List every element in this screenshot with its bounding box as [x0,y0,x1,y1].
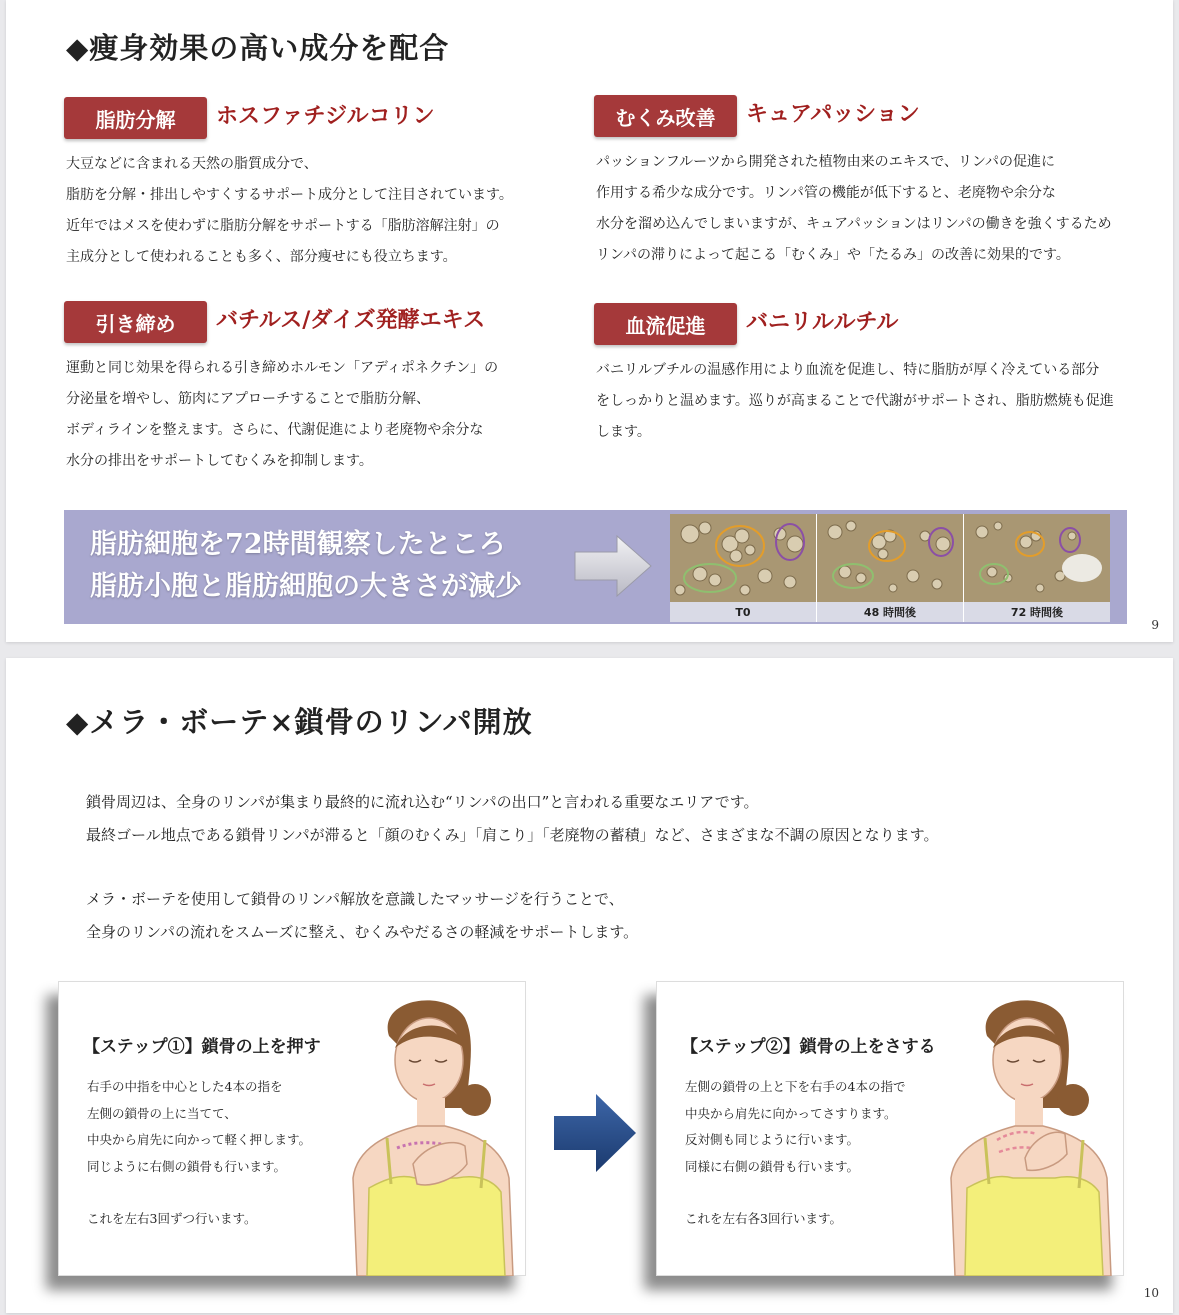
page-10 [6,658,1173,1313]
description-line: をしっかりと温めます。巡りが高まることで代謝がサポートされ、脂肪燃焼も促進 [596,393,1114,409]
instruction-line: 右手の中指を中心とした4本の指を [87,1079,283,1094]
fat-cell-microscope-image [817,514,963,602]
instruction-line: これを左右各3回行います。 [685,1211,842,1226]
ingredient-badge: むくみ改善 [594,95,737,137]
description-line: リンパの滞りによって起こる「むくみ」や「たるみ」の改善に効果的です。 [596,247,1070,263]
page-9 [6,0,1173,642]
description-line: バニリルブチルの温感作用により血流を促進し、特に脂肪が厚く冷えている部分 [596,362,1100,378]
step-card-2 [656,981,1124,1276]
description-line: します。 [596,424,651,440]
description-line: 脂肪を分解・排出しやすくするサポート成分として注目されています。 [66,187,513,203]
ingredient-description [66,149,586,273]
ingredient-name: バチルス/ダイズ発酵エキス [216,307,486,333]
step-title: 【ステップ①】鎖骨の上を押す [83,1037,321,1057]
ingredient-description [596,355,1156,448]
fat-cell-observation-banner [64,510,1127,624]
instruction-line: 左側の鎖骨の上に当てて、 [87,1105,237,1121]
description-line: パッションフルーツから開発された植物由来のエキスで、リンパの促進に [596,154,1056,170]
intro-line: 最終ゴール地点である鎖骨リンパが滞ると「顔のむくみ」「肩こり」「老廃物の蓄積」など、さまざまな不調の原因となります。 [86,826,939,844]
instruction-line: 同様に右側の鎖骨も行います。 [685,1158,860,1174]
ingredient-badge: 脂肪分解 [64,97,207,139]
description-line: 主成分として使われることも多く、部分痩せにも役立ちます。 [66,249,457,265]
instruction-line: 反対側も同じように行います。 [685,1132,860,1147]
woman-massage-illustration [317,988,517,1276]
instruction-line: 中央から肩先に向かって軽く押します。 [87,1132,312,1147]
cell-photo-48h [817,514,963,622]
description-line: 運動と同じ効果を得られる引き締めホルモン「アディポネクチン」の [66,360,499,376]
description-line: 作用する希少な成分です。リンパ管の機能が低下すると、老廃物や余分な [596,185,1056,201]
section-title: ◆メラ・ボーテ×鎖骨のリンパ開放 [66,705,533,739]
section-title: ◆痩身効果の高い成分を配合 [66,31,450,65]
photo-label: T0 [670,602,816,622]
ingredient-description [66,353,586,477]
arrow-right-icon [571,530,655,602]
ingredient-name: ホスファチジルコリン [216,103,435,129]
instruction-line: これを左右3回ずつ行います。 [87,1211,257,1226]
description-line: 分泌量を増やし、筋肉にアプローチすることで脂肪分解、 [66,391,430,407]
spacer [685,1180,905,1206]
cell-photo-t0 [670,514,816,622]
step-card-1 [58,981,526,1276]
ingredient-badge: 引き締め [64,301,207,343]
arrow-right-icon [546,1088,642,1178]
woman-massage-illustration [915,988,1115,1276]
ingredient-name: キュアパッション [746,101,920,127]
ingredient-description [596,147,1156,271]
banner-line: 脂肪細胞を72時間観察したところ [90,529,506,560]
photo-label: 72 時間後 [964,602,1110,622]
ingredient-badge: 血流促進 [594,303,737,345]
intro-line: メラ・ボーテを使用して鎖骨のリンパ解放を意識したマッサージを行うことで、 [86,890,624,908]
description-line: 大豆などに含まれる天然の脂質成分で、 [66,156,318,172]
cell-photo-strip [670,514,1110,622]
description-line: 近年ではメスを使わずに脂肪分解をサポートする「脂肪溶解注射」の [66,218,500,234]
description-line: ボディラインを整えます。さらに、代謝促進により老廃物や余分な [66,422,484,438]
intro-line: 鎖骨周辺は、全身のリンパが集まり最終的に流れ込む“リンパの出口”と言われる重要なエリアです。 [86,793,759,811]
instruction-line: 中央から肩先に向かってさすります。 [685,1105,897,1121]
intro-line: 全身のリンパの流れをスムーズに整え、むくみやだるさの軽減をサポートします。 [86,923,639,941]
cell-photo-72h [964,514,1110,622]
page-number: 9 [1151,618,1159,632]
step-instructions [87,1074,311,1233]
page-number: 10 [1143,1286,1159,1300]
ingredient-name: バニリルルチル [746,309,899,335]
description-line: 水分の排出をサポートしてむくみを抑制します。 [66,453,373,469]
fat-cell-microscope-image [964,514,1110,602]
step-instructions [685,1074,905,1233]
fat-cell-microscope-image [670,514,816,602]
instruction-line: 左側の鎖骨の上と下を右手の4本の指で [685,1079,906,1094]
banner-text [90,524,522,608]
step-title: 【ステップ②】鎖骨の上をさする [681,1037,936,1057]
description-line: 水分を溜め込んでしまいますが、キュアパッションはリンパの働きを強くするため [596,216,1112,232]
spacer [87,1180,311,1206]
intro-paragraph [86,786,938,949]
photo-label: 48 時間後 [817,602,963,622]
spacer [86,852,938,883]
banner-line: 脂肪小胞と脂肪細胞の大きさが減少 [90,571,522,602]
instruction-line: 同じように右側の鎖骨も行います。 [87,1158,287,1174]
